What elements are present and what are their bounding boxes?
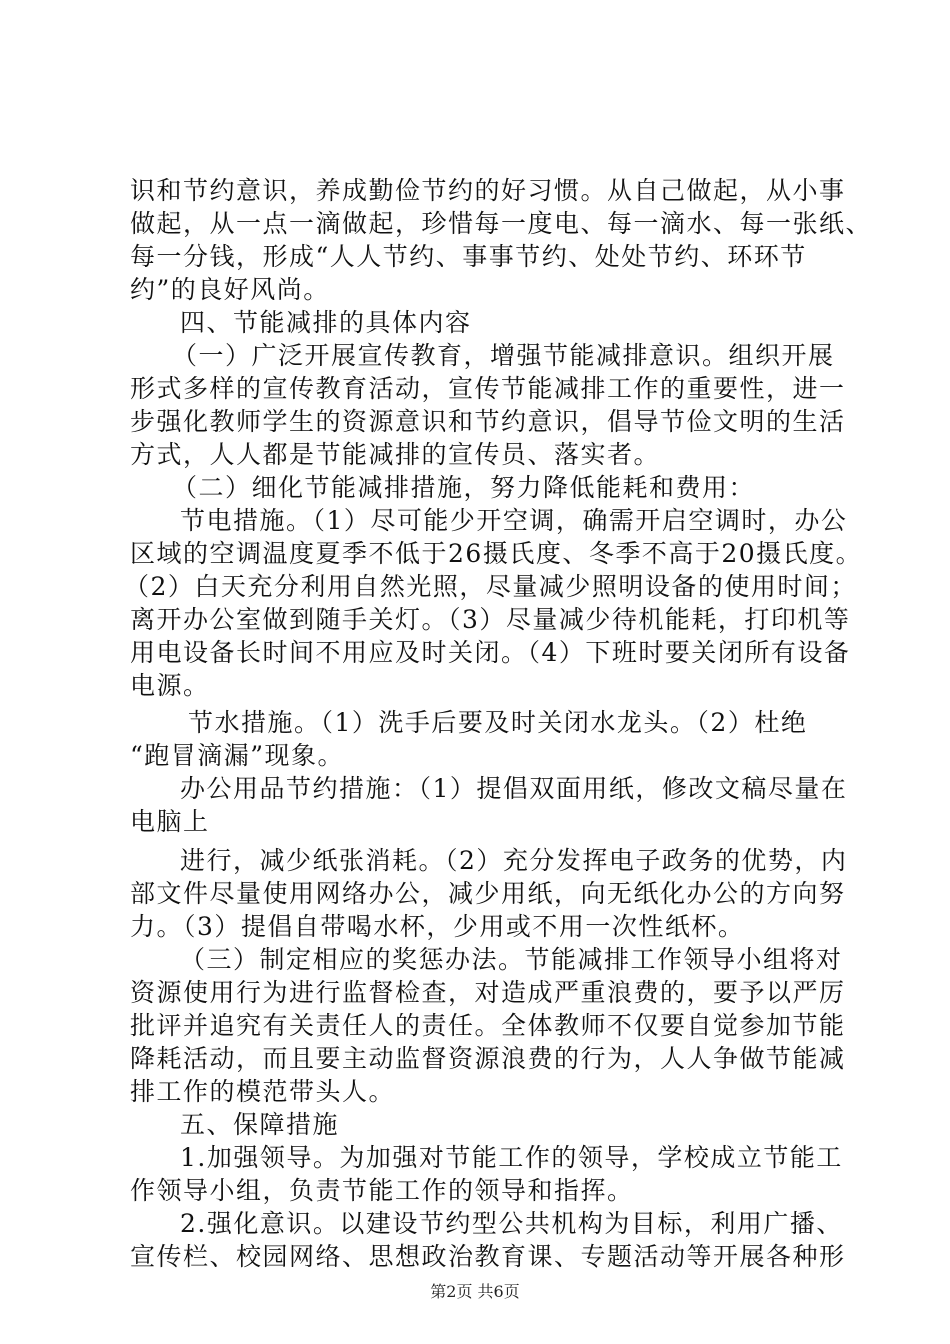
text-line: 节水措施。（1）洗手后要及时关闭水龙头。（2）杜绝	[188, 708, 808, 737]
text-line: （2）白天充分利用自然光照，尽量减少照明设备的使用时间；	[124, 572, 857, 601]
text-line: 电源。	[130, 671, 210, 700]
text-line: （三）制定相应的奖惩办法。节能减排工作领导小组将对	[180, 945, 843, 974]
text-line: （二）细化节能减排措施，努力降低能耗和费用：	[172, 473, 756, 502]
text-line: 宣传栏、校园网络、思想政治教育课、专题活动等开展各种形	[130, 1242, 846, 1271]
text-line: 资源使用行为进行监督检查，对造成严重浪费的，要予以严厉	[130, 978, 846, 1007]
text-line: （一）广泛开展宣传教育，增强节能减排意识。组织开展	[172, 341, 835, 370]
text-line: 识和节约意识，养成勤俭节约的好习惯。从自己做起，从小事	[130, 176, 846, 205]
text-line: 节电措施。（1）尽可能少开空调，确需开启空调时，办公	[180, 506, 848, 535]
section-heading: 四、节能减排的具体内容	[180, 308, 472, 337]
text-line: 排工作的模范带头人。	[130, 1077, 396, 1106]
text-line: 进行，减少纸张消耗。（2）充分发挥电子政务的优势，内	[180, 846, 848, 875]
text-line: 力。（3）提倡自带喝水杯，少用或不用一次性纸杯。	[130, 912, 745, 941]
text-line: 每一分钱，形成“人人节约、事事节约、处处节约、环环节	[130, 242, 807, 271]
text-line: 区域的空调温度夏季不低于26摄氏度、冬季不高于20摄氏度。	[130, 539, 863, 568]
text-line: “跑冒滴漏”现象。	[130, 741, 345, 770]
text-line: 作领导小组，负责节能工作的领导和指挥。	[130, 1176, 634, 1205]
text-line: 2.强化意识。以建设节约型公共机构为目标，利用广播、	[180, 1209, 843, 1238]
text-line: 形式多样的宣传教育活动，宣传节能减排工作的重要性，进一	[130, 374, 846, 403]
section-heading: 五、保障措施	[180, 1110, 340, 1139]
text-line: 离开办公室做到随手关灯。（3）尽量减少待机能耗，打印机等	[130, 605, 851, 634]
page-number-footer: 第2页 共6页	[430, 1282, 520, 1301]
text-line: 约”的良好风尚。	[130, 275, 330, 304]
text-line: 方式，人人都是节能减排的宣传员、落实者。	[130, 440, 661, 469]
text-line: 部文件尽量使用网络办公，减少用纸，向无纸化办公的方向努	[130, 879, 846, 908]
text-line: 电脑上	[130, 807, 210, 836]
text-line: 降耗活动，而且要主动监督资源浪费的行为，人人争做节能减	[130, 1044, 846, 1073]
text-line: 批评并追究有关责任人的责任。全体教师不仅要自觉参加节能	[130, 1011, 846, 1040]
text-line: 办公用品节约措施：（1）提倡双面用纸，修改文稿尽量在	[180, 774, 848, 803]
text-line: 1.加强领导。为加强对节能工作的领导，学校成立节能工	[180, 1143, 843, 1172]
text-line: 用电设备长时间不用应及时关闭。（4）下班时要关闭所有设备	[130, 638, 851, 667]
text-line: 做起，从一点一滴做起，珍惜每一度电、每一滴水、每一张纸、	[130, 209, 873, 238]
text-line: 步强化教师学生的资源意识和节约意识，倡导节俭文明的生活	[130, 407, 846, 436]
